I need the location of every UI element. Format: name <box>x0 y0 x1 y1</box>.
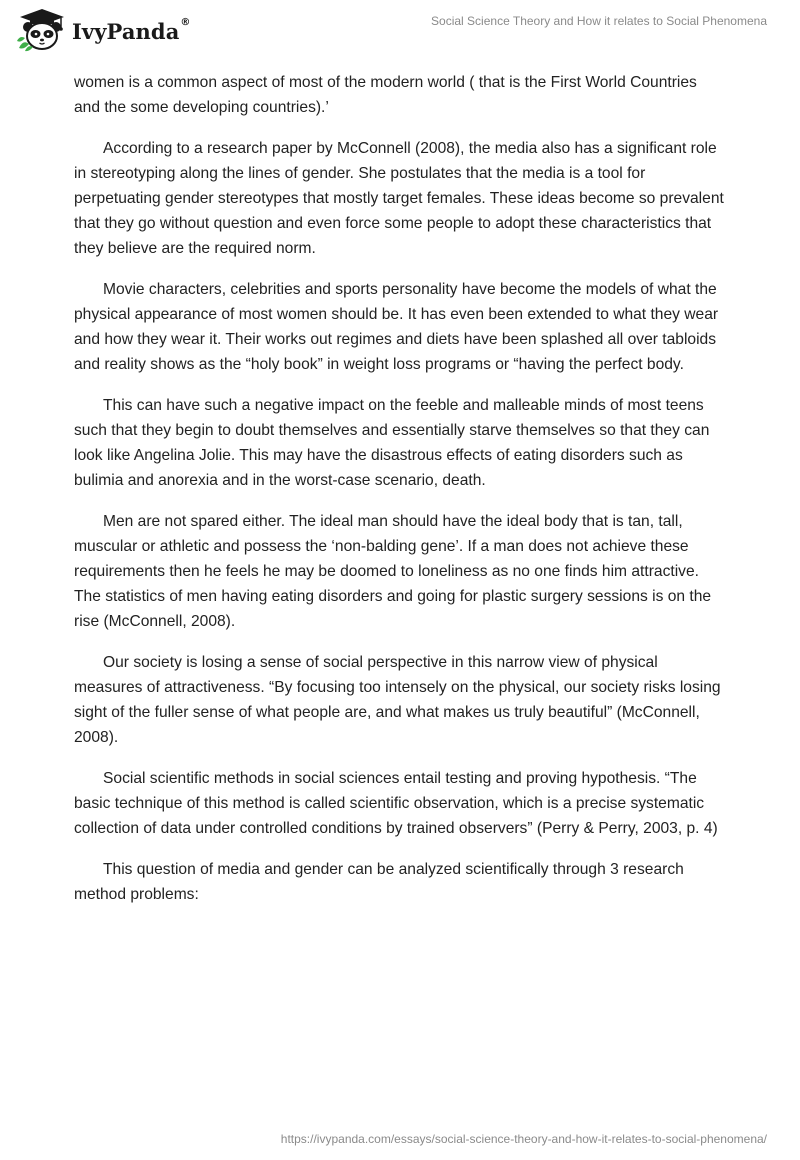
paragraph: According to a research paper by McConnell (2008), the media also has a significant role in stereotyping along the lines of gender. She postulates that the media is a tool for perpetuating gender stereotypes that mostly target females. These ideas become so prevalent that they go without question and even force some people to adopt these characteristics that they believe are the required norm. <box>74 140 724 257</box>
paragraph: This question of media and gender can be analyzed scientifically through 3 research method problems: <box>74 861 684 903</box>
site-logo[interactable] <box>16 8 191 52</box>
paragraph: Social scientific methods in social sciences entail testing and proving hypothesis. “The basic technique of this method is called scientific observation, which is a precise systematic collection of data under controlled conditions by trained observers” (Perry & Perry, 2003, p. 4) <box>74 770 718 837</box>
paragraph: Men are not spared either. The ideal man should have the ideal body that is tan, tall, muscular or athletic and possess the ‘non-balding gene’. If a man does not achieve these requirements then he feels he may be doomed to loneliness as no one finds him attractive. The statistics of men having eating disorders and going for plastic surgery sessions is on the rise (McConnell, 2008). <box>74 513 712 630</box>
paragraph: Movie characters, celebrities and sports personality have become the models of what the physical appearance of most women should be. It has even been extended to what they wear and how they wear it. Their works out regimes and diets have been splashed all over tabloids and reality shows as the “holy book” in weight loss programs or “having the perfect body. <box>74 281 719 373</box>
essay-body <box>74 70 724 923</box>
page-header <box>0 0 800 64</box>
paragraph: Our society is losing a sense of social perspective in this narrow view of physical measures of attractiveness. “By focusing too intensely on the physical, our society risks losing sight of the fuller sense of what people are, and what makes us truly beautiful” (McConnell, 2008). <box>74 654 721 746</box>
paragraph-continuation: women is a common aspect of most of the modern world ( that is the First World Countries and the some developing countries).’ <box>74 74 697 116</box>
document-title: Social Science Theory and How it relates to Social Phenomena <box>431 14 767 28</box>
source-url[interactable]: https://ivypanda.com/essays/social-science-theory-and-how-it-relates-to-social-phenomena/ <box>280 1132 767 1146</box>
panda-graduate-icon <box>16 8 68 52</box>
paragraph: This can have such a negative impact on the feeble and malleable minds of most teens such that they begin to doubt themselves and essentially starve themselves so that they can look like Angelina Jolie. This may have the disastrous effects of eating disorders such as bulimia and anorexia and in the worst-case scenario, death. <box>74 397 710 489</box>
registered-mark: ® <box>180 16 191 28</box>
logo-wordmark: IvyPanda® <box>72 16 191 44</box>
